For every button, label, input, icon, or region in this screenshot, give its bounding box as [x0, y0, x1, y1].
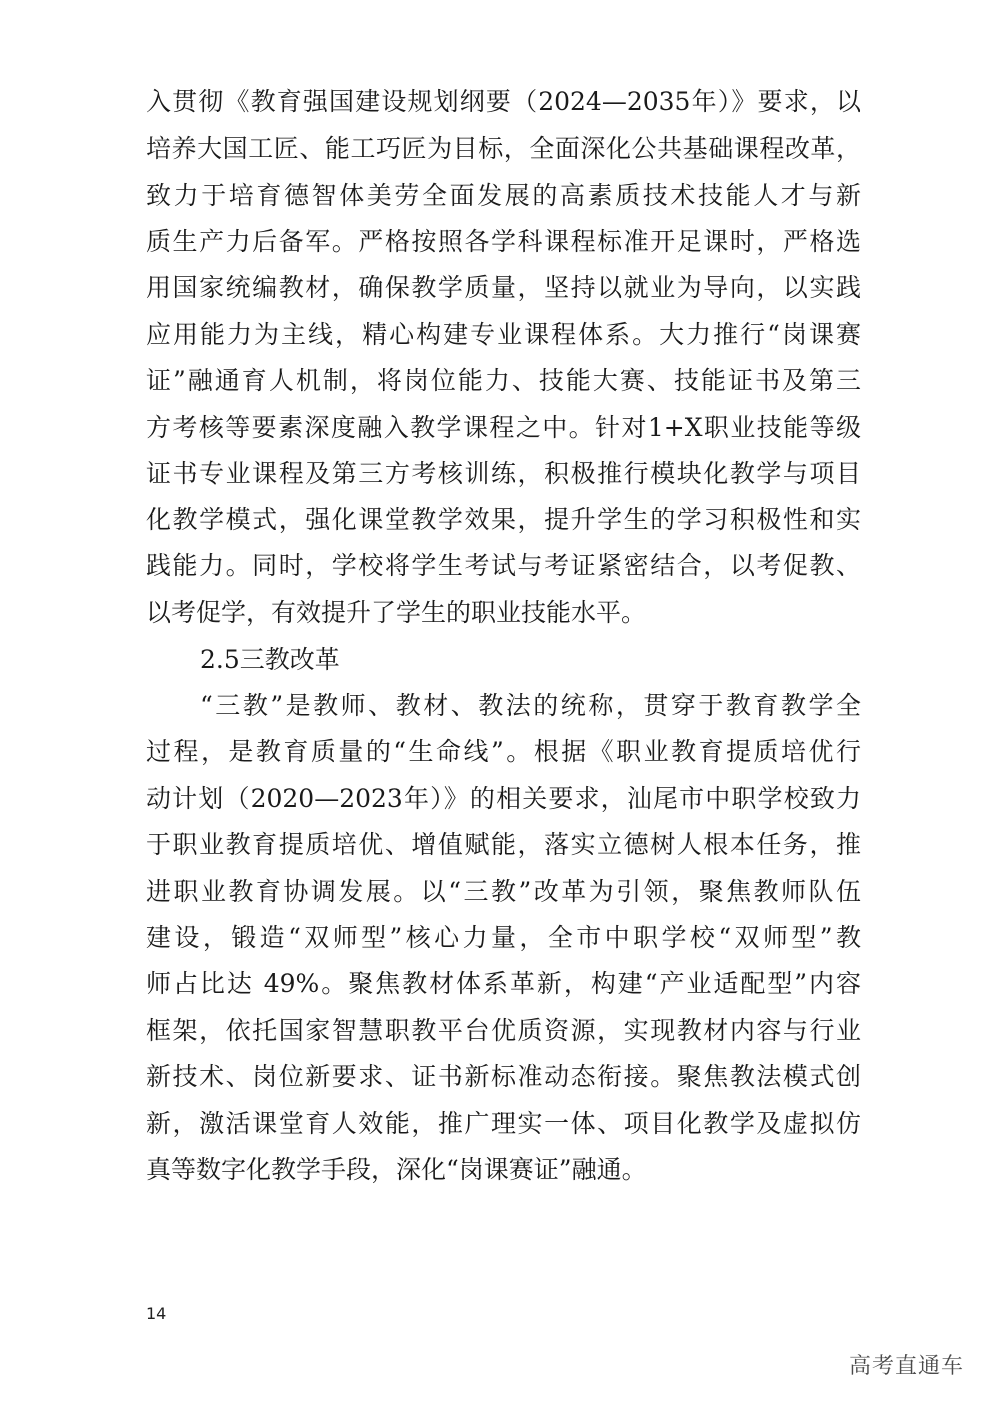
paragraph2-line-4: 于职业教育提质培优、增值赋能，落实立德树人根本任务，推	[146, 830, 861, 859]
paragraph1-line-10: 化教学模式，强化课堂教学效果，提升学生的学习积极性和实	[146, 505, 861, 534]
paragraph1-line-7: 证”融通育人机制，将岗位能力、技能大赛、技能证书及第三	[146, 366, 861, 395]
page-number: 14	[146, 1304, 167, 1323]
paragraph2-line-10: 新，激活课堂育人效能，推广理实一体、项目化教学及虚拟仿	[146, 1109, 861, 1138]
paragraph2-line-8: 框架，依托国家智慧职教平台优质资源，实现教材内容与行业	[146, 1016, 861, 1045]
paragraph1-line-11: 践能力。同时，学校将学生考试与考证紧密结合，以考促教、	[146, 551, 861, 580]
section-heading: 2.5三教改革	[200, 645, 340, 674]
paragraph1-line-5: 用国家统编教材，确保教学质量，坚持以就业为导向，以实践	[146, 273, 861, 302]
paragraph2-line-2: 过程，是教育质量的“生命线”。根据《职业教育提质培优行	[146, 737, 861, 766]
paragraph2-line-11: 真等数字化教学手段，深化“岗课赛证”融通。	[146, 1155, 647, 1184]
watermark-text: 高考直通车	[848, 1354, 964, 1379]
paragraph2-line-5: 进职业教育协调发展。以“三教”改革为引领，聚焦教师队伍	[146, 877, 861, 906]
paragraph1-line-9: 证书专业课程及第三方考核训练，积极推行模块化教学与项目	[146, 459, 861, 488]
paragraph2-line-6: 建设，锻造“双师型”核心力量，全市中职学校“双师型”教	[146, 923, 861, 952]
paragraph2-line-7: 师占比达 49%。聚焦教材体系革新，构建“产业适配型”内容	[146, 969, 861, 998]
paragraph1-line-4: 质生产力后备军。严格按照各学科课程标准开足课时，严格选	[146, 227, 861, 256]
paragraph2-line-1: “三教”是教师、教材、教法的统称，贯穿于教育教学全	[200, 691, 861, 720]
paragraph1-line-6: 应用能力为主线，精心构建专业课程体系。大力推行“岗课赛	[146, 320, 861, 349]
paragraph1-line-2: 培养大国工匠、能工巧匠为目标，全面深化公共基础课程改革，	[146, 134, 861, 163]
paragraph1-line-12: 以考促学，有效提升了学生的职业技能水平。	[146, 598, 647, 627]
paragraph1-line-1: 入贯彻《教育强国建设规划纲要（2024—2035年）》要求，以	[146, 87, 861, 116]
paragraph2-line-9: 新技术、岗位新要求、证书新标准动态衔接。聚焦教法模式创	[146, 1062, 861, 1091]
paragraph1-line-8: 方考核等要素深度融入教学课程之中。针对1+X职业技能等级	[146, 413, 861, 442]
paragraph1-line-3: 致力于培育德智体美劳全面发展的高素质技术技能人才与新	[146, 181, 861, 210]
paragraph2-line-3: 动计划（2020—2023年）》的相关要求，汕尾市中职学校致力	[146, 784, 861, 813]
